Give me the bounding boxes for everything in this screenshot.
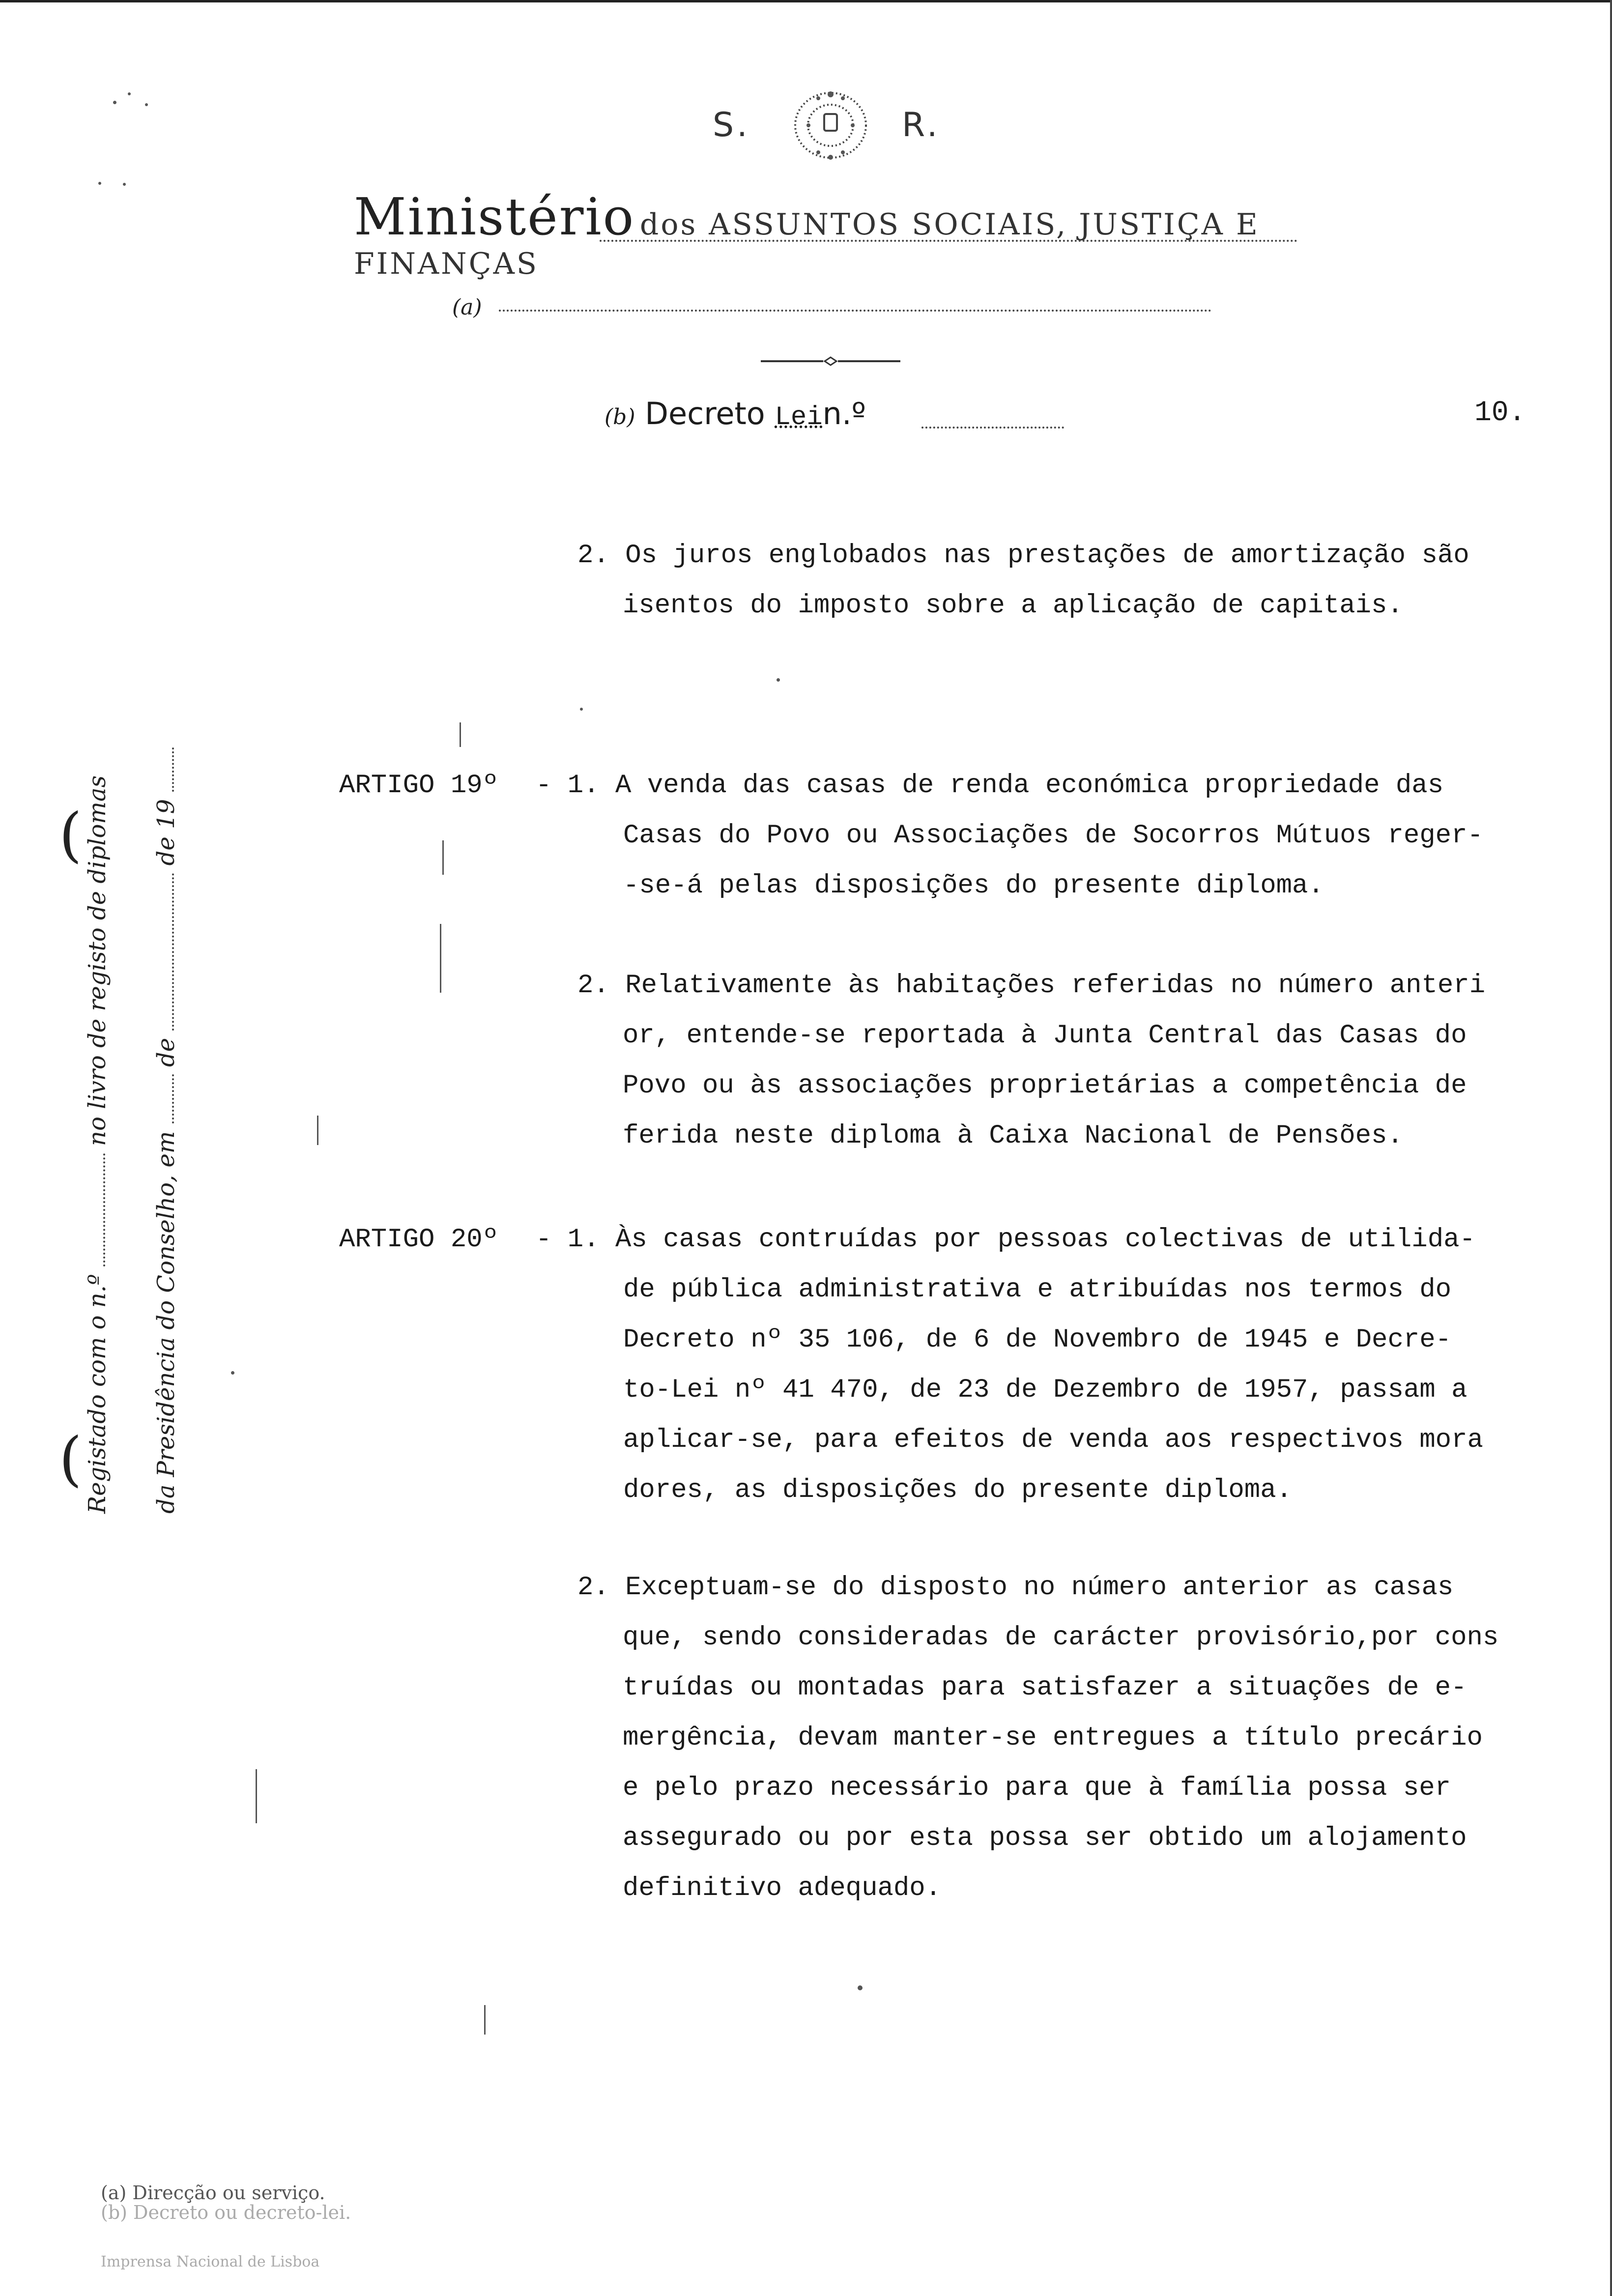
numero-word: n.º xyxy=(822,396,866,431)
de-label-2: de 19 xyxy=(152,799,180,866)
registration-margin-note xyxy=(84,580,221,1514)
text-line: e pelo prazo necessário para que à família possa ser xyxy=(623,1773,1451,1803)
text-line: -se-á pelas disposições do presente diploma. xyxy=(623,871,1324,901)
livro-label: no livro de registo de diplomas xyxy=(84,775,111,1146)
decreto-word: Decreto xyxy=(645,396,765,431)
text-line: 2. Os juros englobados nas prestações de amortização são xyxy=(577,541,1469,571)
text-line: ferida neste diploma à Caixa Nacional de Pensões. xyxy=(623,1121,1403,1151)
lei-word: Lei xyxy=(775,402,823,432)
ministry-heading xyxy=(354,187,1297,281)
text-line: mergência, devam manter-se entregues a título precário xyxy=(623,1723,1483,1753)
field-a-label: (a) xyxy=(452,295,482,320)
text-line: Casas do Povo ou Associações de Socorros Mútuos reger- xyxy=(623,821,1483,851)
text-line: isentos do imposto sobre a aplicação de capitais. xyxy=(623,591,1403,621)
page-right-border xyxy=(1610,0,1612,2296)
decree-number-line xyxy=(921,427,1064,429)
header-letter-s: S. xyxy=(713,106,750,144)
page-number: 10. xyxy=(1474,397,1526,429)
ministry-underline xyxy=(600,240,1297,242)
article-20-paragraph-1 xyxy=(536,1215,1483,1516)
footnote-a: (a) Direcção ou serviço. xyxy=(101,2182,325,2204)
text-line: 2. Exceptuam-se do disposto no número anterior as casas xyxy=(577,1573,1454,1603)
article-20-label: ARTIGO 20º xyxy=(339,1225,499,1255)
ornament-divider xyxy=(757,354,904,369)
de-label-1: de xyxy=(152,1037,180,1067)
field-a-line xyxy=(499,310,1211,312)
date-year-line xyxy=(154,747,174,792)
text-line: aplicar-se, para efeitos de venda aos respectivos mora xyxy=(623,1425,1483,1455)
ministry-name: dos ASSUNTOS SOCIAIS, JUSTIÇA E FINANÇAS xyxy=(354,207,1260,281)
header-letter-r: R. xyxy=(902,106,941,144)
article-19-label: ARTIGO 19º xyxy=(339,771,499,801)
text-line: truídas ou montadas para satisfazer a situações de e- xyxy=(623,1673,1467,1703)
printer-imprint: Imprensa Nacional de Lisboa xyxy=(101,2253,320,2270)
article-19-paragraph-1 xyxy=(536,761,1483,911)
ministry-word: Ministério xyxy=(354,187,635,247)
registado-number-line xyxy=(86,1153,105,1266)
article-19-paragraph-2 xyxy=(577,961,1485,1161)
text-line: dores, as disposições do presente diploma. xyxy=(623,1475,1293,1505)
decree-title xyxy=(604,396,866,432)
text-line: Decreto nº 35 106, de 6 de Novembro de 1945 e Decre- xyxy=(623,1325,1452,1355)
paragraph-juros xyxy=(577,531,1469,631)
text-line: assegurado ou por esta possa ser obtido um alojamento xyxy=(623,1823,1467,1853)
margin-row-2 xyxy=(152,580,221,1514)
text-line: - 1. Às casas contruídas por pessoas colectivas de utilida- xyxy=(536,1225,1475,1255)
margin-row-1 xyxy=(84,580,152,1514)
date-day-line xyxy=(154,1074,174,1123)
text-line: Povo ou às associações proprietárias a competência de xyxy=(623,1071,1467,1101)
text-line: to-Lei nº 41 470, de 23 de Dezembro de 1957, passam a xyxy=(623,1375,1468,1405)
text-line: de pública administrativa e atribuídas nos termos do xyxy=(623,1275,1452,1305)
label-b: (b) xyxy=(604,404,635,430)
margin-bracket-bottom: ( xyxy=(59,1425,82,1493)
text-line: or, entende-se reportada à Junta Central das Casas do xyxy=(623,1021,1467,1051)
date-month-line xyxy=(154,873,174,1031)
text-line: 2. Relativamente às habitações referidas no número anteri xyxy=(577,971,1486,1001)
presidencia-label: da Presidência do Conselho, em xyxy=(152,1131,180,1514)
text-line: - 1. A venda das casas de renda económica propriedade das xyxy=(536,771,1444,801)
page-top-border xyxy=(0,0,1612,2)
registado-label: Registado com o n.º xyxy=(84,1274,111,1514)
text-line: que, sendo consideradas de carácter provisório,por cons xyxy=(623,1623,1499,1653)
margin-bracket-top: ( xyxy=(59,801,82,869)
coat-of-arms-emblem xyxy=(779,84,882,167)
footnote-b: (b) Decreto ou decreto-lei. xyxy=(101,2202,351,2223)
article-20-paragraph-2 xyxy=(577,1563,1498,1914)
text-line: definitivo adequado. xyxy=(623,1873,942,1903)
